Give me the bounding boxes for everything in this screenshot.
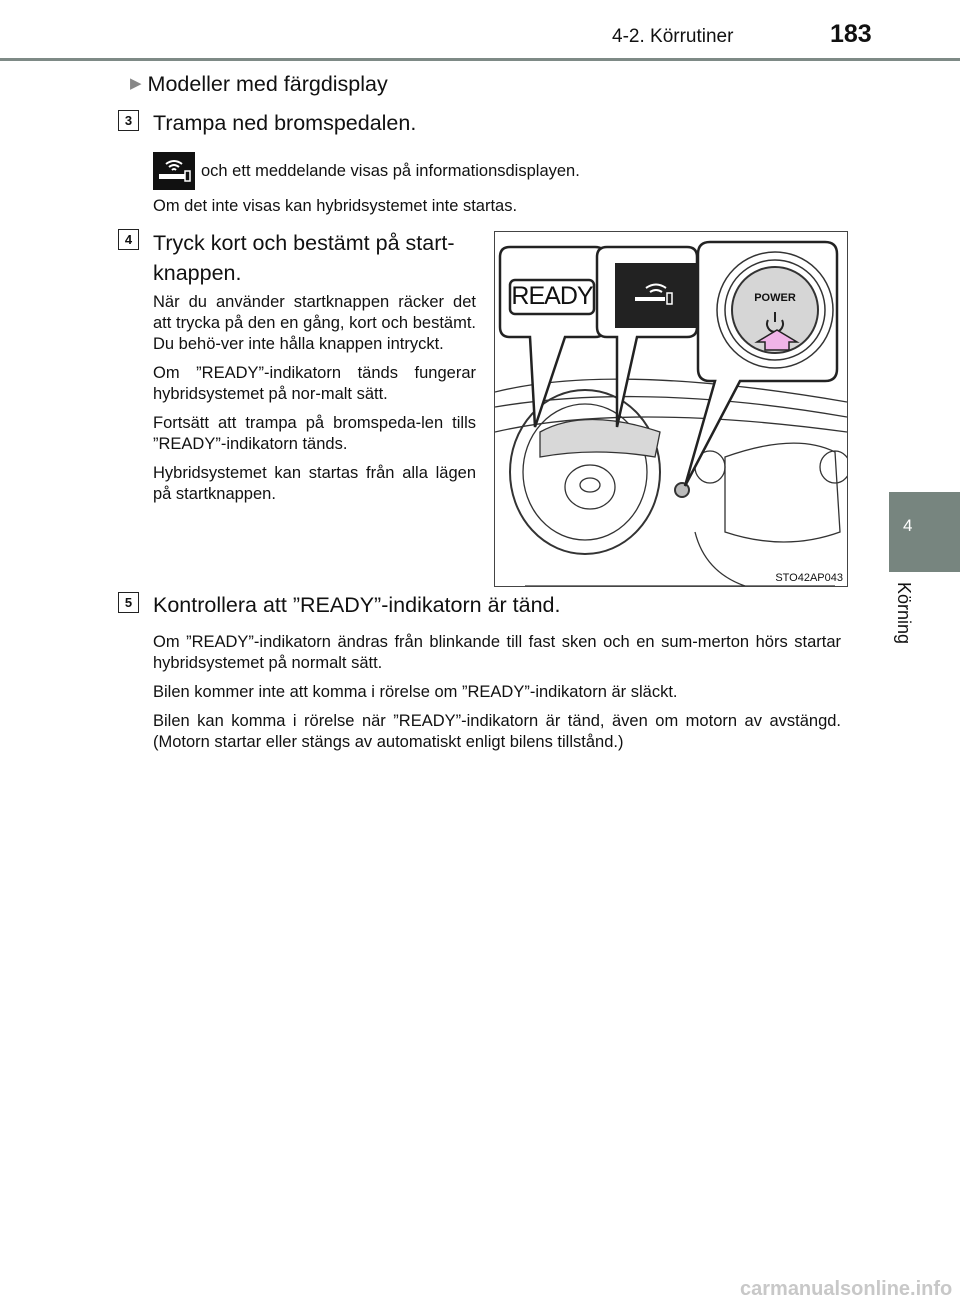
- step-4-body: [153, 292, 476, 505]
- model-heading: [130, 72, 388, 97]
- figure-code: STO42AP043: [775, 572, 843, 584]
- step-4-title-line: knappen.: [153, 261, 242, 285]
- step-number-5: 5: [118, 592, 139, 613]
- watermark: carmanualsonline.info: [740, 1278, 953, 1300]
- paragraph: När du använder startknappen räcker det att trycka på den en gång, kort och bestämt. Du behö-ver inte hålla knappen intryckt.: [153, 293, 476, 353]
- step-4-title-line: Tryck kort och bestämt på start-: [153, 231, 455, 255]
- ready-indicator-label: READY: [511, 282, 593, 310]
- step-number-3: 3: [118, 110, 139, 131]
- key-indicator-display: [615, 263, 697, 328]
- dashboard-illustration: [494, 231, 848, 587]
- chapter-number: 4: [903, 516, 913, 535]
- paragraph: Bilen kan komma i rörelse när ”READY”-indikatorn är tänd, även om motorn av avstängd. (Motorn startar eller stängs av automatiskt enligt bilens tillstånd.): [153, 712, 841, 751]
- step-4-title: [153, 228, 454, 288]
- step-3-indicator-line: [153, 152, 580, 190]
- chapter-title: Körning: [894, 582, 914, 645]
- step-3-title: Trampa ned bromspedalen.: [153, 111, 417, 135]
- paragraph: Hybridsystemet kan startas från alla lägen på startknappen.: [153, 464, 476, 503]
- power-button-label: POWER: [754, 292, 796, 304]
- paragraph: Bilen kommer inte att komma i rörelse om ”READY”-indikatorn är släckt.: [153, 683, 678, 701]
- section-title: 4-2. Körrutiner: [612, 26, 734, 47]
- key-indicator-icon: [153, 152, 195, 190]
- step-5-title: Kontrollera att ”READY”-indikatorn är tänd.: [153, 593, 561, 617]
- paragraph: Om ”READY”-indikatorn tänds fungerar hybridsystemet på nor-malt sätt.: [153, 364, 476, 403]
- step-3-text: och ett meddelande visas på informationsdisplayen.: [201, 161, 580, 180]
- chapter-tab: [889, 492, 960, 572]
- step-3-note: Om det inte visas kan hybridsystemet inte startas.: [153, 197, 518, 215]
- page-number: 183: [830, 20, 872, 48]
- paragraph: Fortsätt att trampa på bromspeda-len tills ”READY”-indikatorn tänds.: [153, 414, 476, 453]
- step-5-body: [153, 632, 841, 753]
- model-heading-label: Modeller med färgdisplay: [147, 72, 388, 96]
- paragraph: Om ”READY”-indikatorn ändras från blinkande till fast sken och en sum-merton hörs startar hybridsystemet på normalt sätt.: [153, 633, 841, 672]
- header-divider: [0, 58, 960, 61]
- triangle-bullet-icon: ▶: [130, 75, 142, 92]
- step-number-4: 4: [118, 229, 139, 250]
